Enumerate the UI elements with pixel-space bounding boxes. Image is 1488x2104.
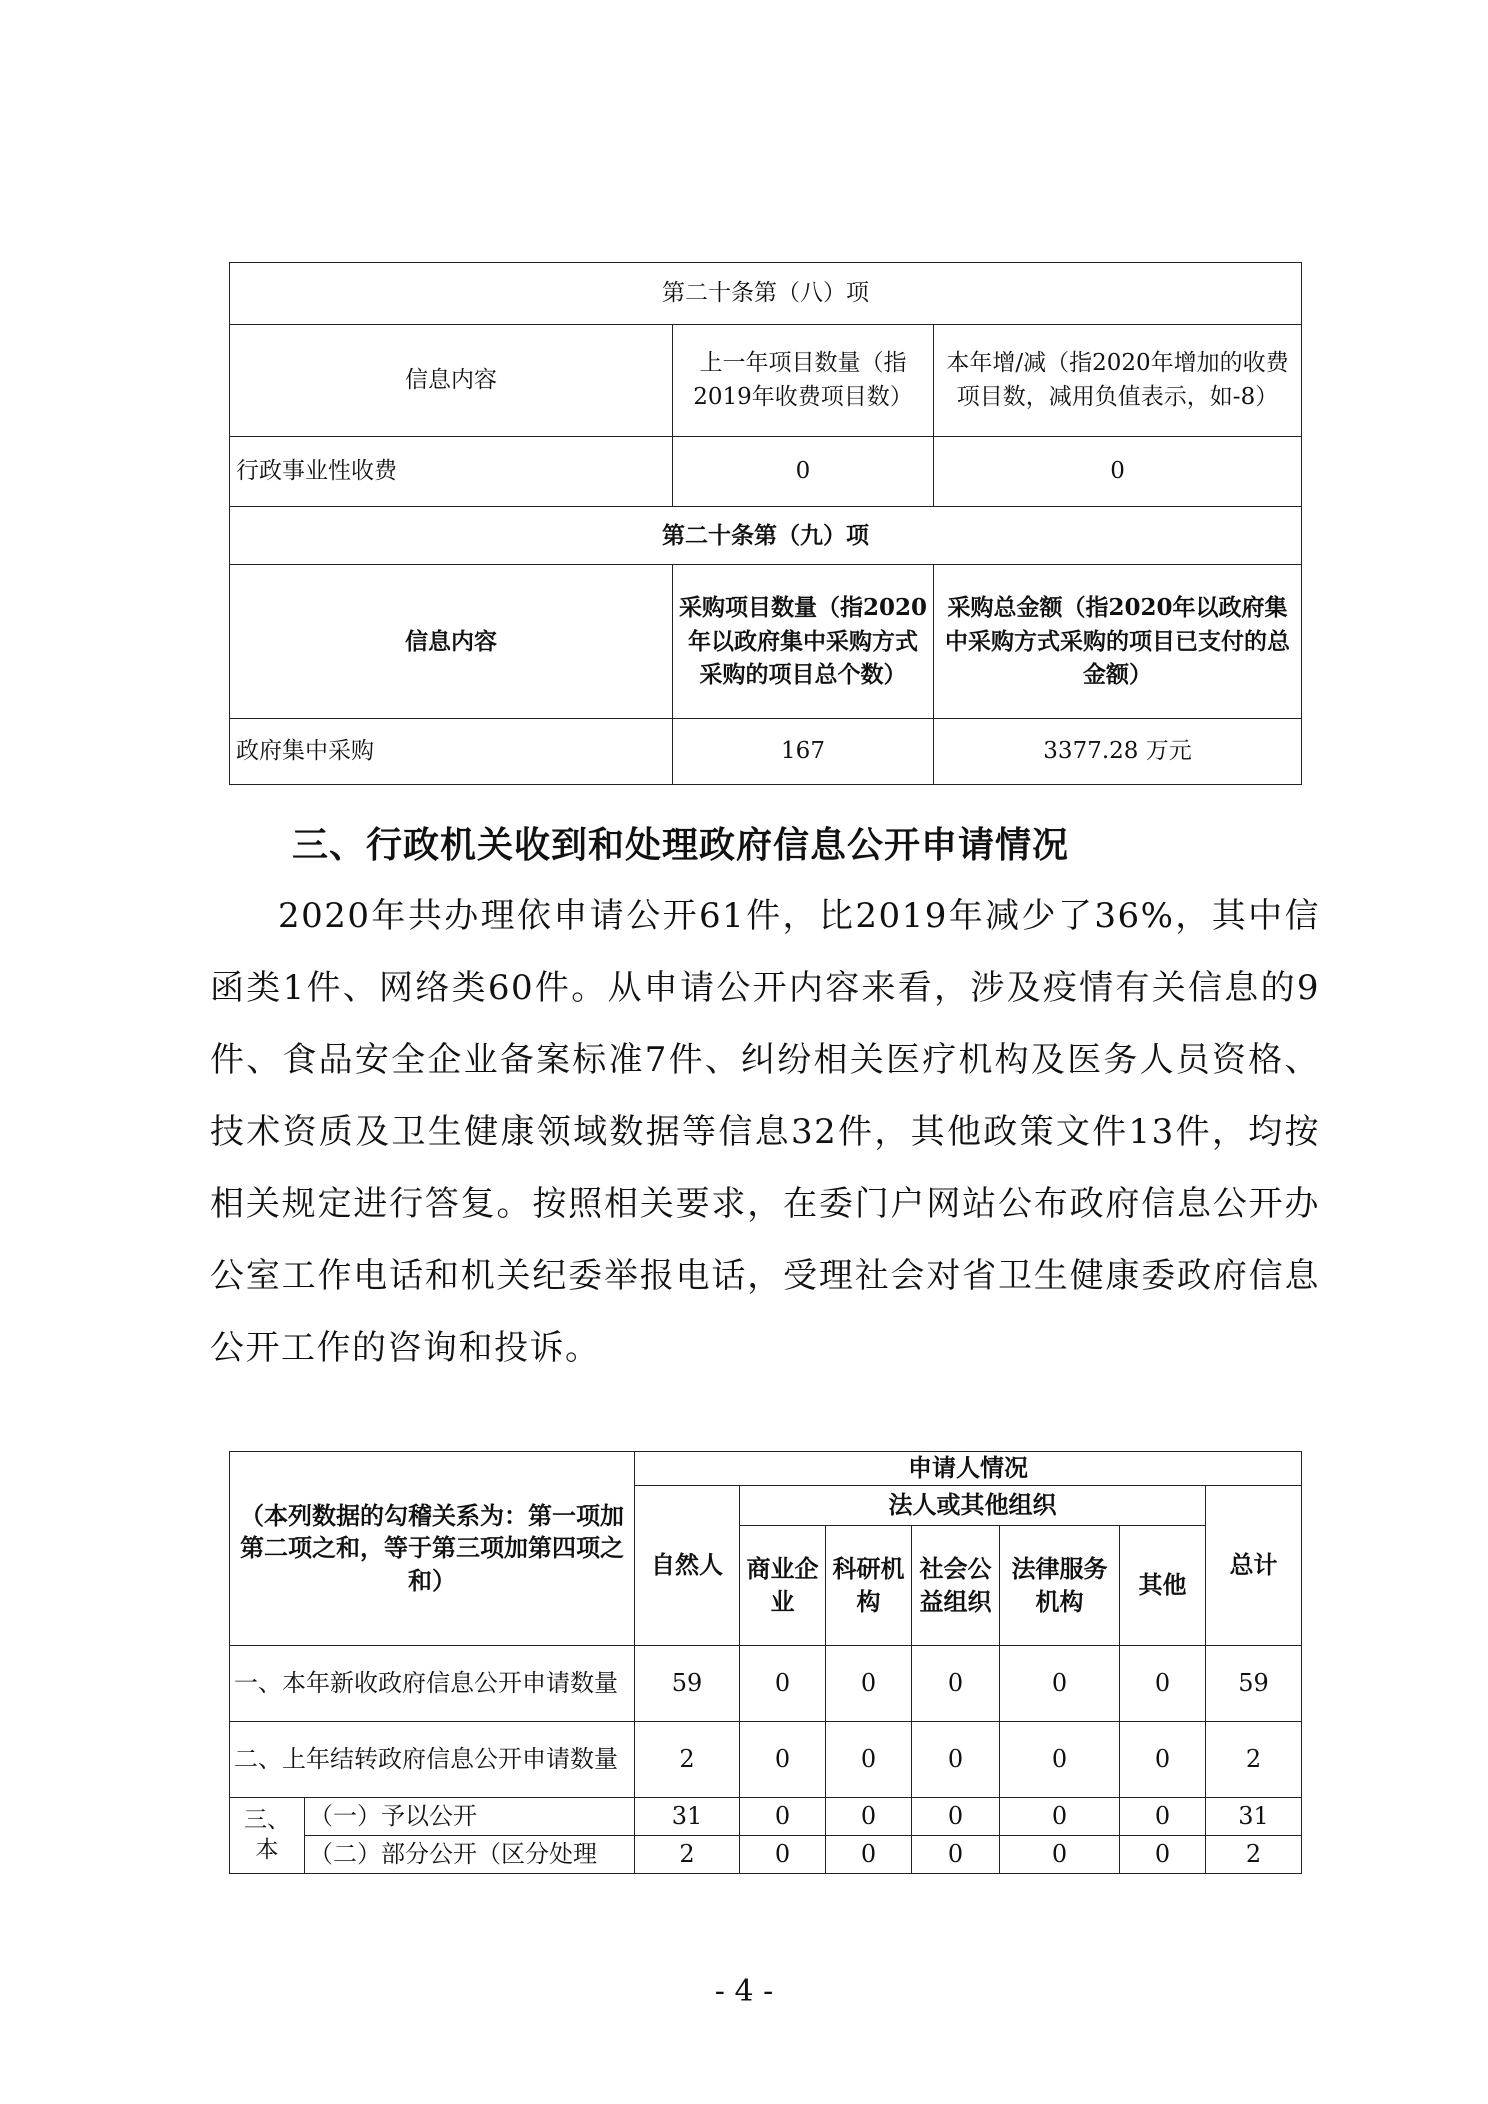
fee-row-change: 0	[934, 437, 1302, 507]
public-welfare-header: 社会公益组织	[912, 1526, 1000, 1646]
cell: 0	[740, 1722, 826, 1798]
article-8-title: 第二十条第（八）项	[230, 263, 1302, 325]
cell: 0	[912, 1646, 1000, 1722]
article-9-title: 第二十条第（九）项	[230, 507, 1302, 565]
cell: 0	[740, 1646, 826, 1722]
procurement-row-amount: 3377.28 万元	[934, 719, 1302, 785]
cell: 0	[826, 1836, 912, 1874]
cell: 0	[1000, 1836, 1120, 1874]
cell: 0	[1120, 1646, 1206, 1722]
application-stats-table	[229, 1451, 1302, 1874]
cell: 0	[1120, 1798, 1206, 1836]
cell: 0	[912, 1798, 1000, 1836]
table-row	[230, 1836, 1302, 1874]
cell: 0	[740, 1836, 826, 1874]
sub-row-label: （二）部分公开（区分处理	[305, 1836, 635, 1874]
natural-person-header: 自然人	[635, 1486, 740, 1646]
sub-row-label: （一）予以公开	[305, 1798, 635, 1836]
legal-service-header: 法律服务机构	[1000, 1526, 1120, 1646]
cell: 2	[1206, 1722, 1302, 1798]
fee-row-prev: 0	[673, 437, 934, 507]
section-3-heading: 三、行政机关收到和处理政府信息公开申请情况	[292, 824, 1070, 866]
art8-header-prev: 上一年项目数量（指2019年收费项目数）	[673, 325, 934, 437]
cell: 0	[1120, 1722, 1206, 1798]
table-row	[230, 1722, 1302, 1798]
cell: 2	[1206, 1836, 1302, 1874]
art8-header-change: 本年增/减（指2020年增加的收费项目数，减用负值表示，如-8）	[934, 325, 1302, 437]
other-header: 其他	[1120, 1526, 1206, 1646]
section-3-paragraph: 2020年共办理依申请公开61件，比2019年减少了36%，其中信函类1件、网络类60件。从申请公开内容来看，涉及疫情有关信息的9件、食品安全企业备案标准7件、纠纷相关医疗机构及医务人员资格、技术资质及卫生健康领域数据等信息32件，其他政策文件13件，均按相关规定进行答复。按照相关要求，在委门户网站公布政府信息公开办公室工作电话和机关纪委举报电话，受理社会对省卫生健康委政府信息公开工作的咨询和投诉。	[210, 896, 1320, 1368]
cell: 31	[635, 1798, 740, 1836]
cell: 59	[1206, 1646, 1302, 1722]
legal-org-header: 法人或其他组织	[740, 1486, 1206, 1526]
procurement-row-label: 政府集中采购	[230, 719, 673, 785]
business-header: 商业企业	[740, 1526, 826, 1646]
cell: 0	[912, 1836, 1000, 1874]
art9-header-amount: 采购总金额（指2020年以政府集中采购方式采购的项目已支付的总金额）	[934, 565, 1302, 719]
cell: 0	[826, 1722, 912, 1798]
cell: 31	[1206, 1798, 1302, 1836]
row3-prefix: 三、本	[230, 1798, 305, 1874]
row-label: 一、本年新收政府信息公开申请数量	[230, 1646, 635, 1722]
applicant-header: 申请人情况	[635, 1452, 1302, 1486]
cell: 0	[1120, 1836, 1206, 1874]
fees-procurement-table	[229, 262, 1302, 785]
art9-header-content: 信息内容	[230, 565, 673, 719]
cell: 0	[740, 1798, 826, 1836]
cell: 59	[635, 1646, 740, 1722]
table-note: （本列数据的勾稽关系为：第一项加第二项之和，等于第三项加第四项之和）	[230, 1452, 635, 1646]
research-header: 科研机构	[826, 1526, 912, 1646]
procurement-row-count: 167	[673, 719, 934, 785]
row-label: 二、上年结转政府信息公开申请数量	[230, 1722, 635, 1798]
art9-header-count: 采购项目数量（指2020年以政府集中采购方式采购的项目总个数）	[673, 565, 934, 719]
fee-row-label: 行政事业性收费	[230, 437, 673, 507]
cell: 0	[1000, 1646, 1120, 1722]
cell: 0	[826, 1646, 912, 1722]
cell: 2	[635, 1722, 740, 1798]
cell: 0	[1000, 1798, 1120, 1836]
cell: 0	[826, 1798, 912, 1836]
art8-header-content: 信息内容	[230, 325, 673, 437]
table-row	[230, 1798, 1302, 1836]
cell: 0	[912, 1722, 1000, 1798]
cell: 2	[635, 1836, 740, 1874]
table-row	[230, 1646, 1302, 1722]
page-number: - 4 -	[714, 1974, 774, 2009]
section-3-body	[210, 880, 1320, 1384]
total-header: 总计	[1206, 1486, 1302, 1646]
cell: 0	[1000, 1722, 1120, 1798]
